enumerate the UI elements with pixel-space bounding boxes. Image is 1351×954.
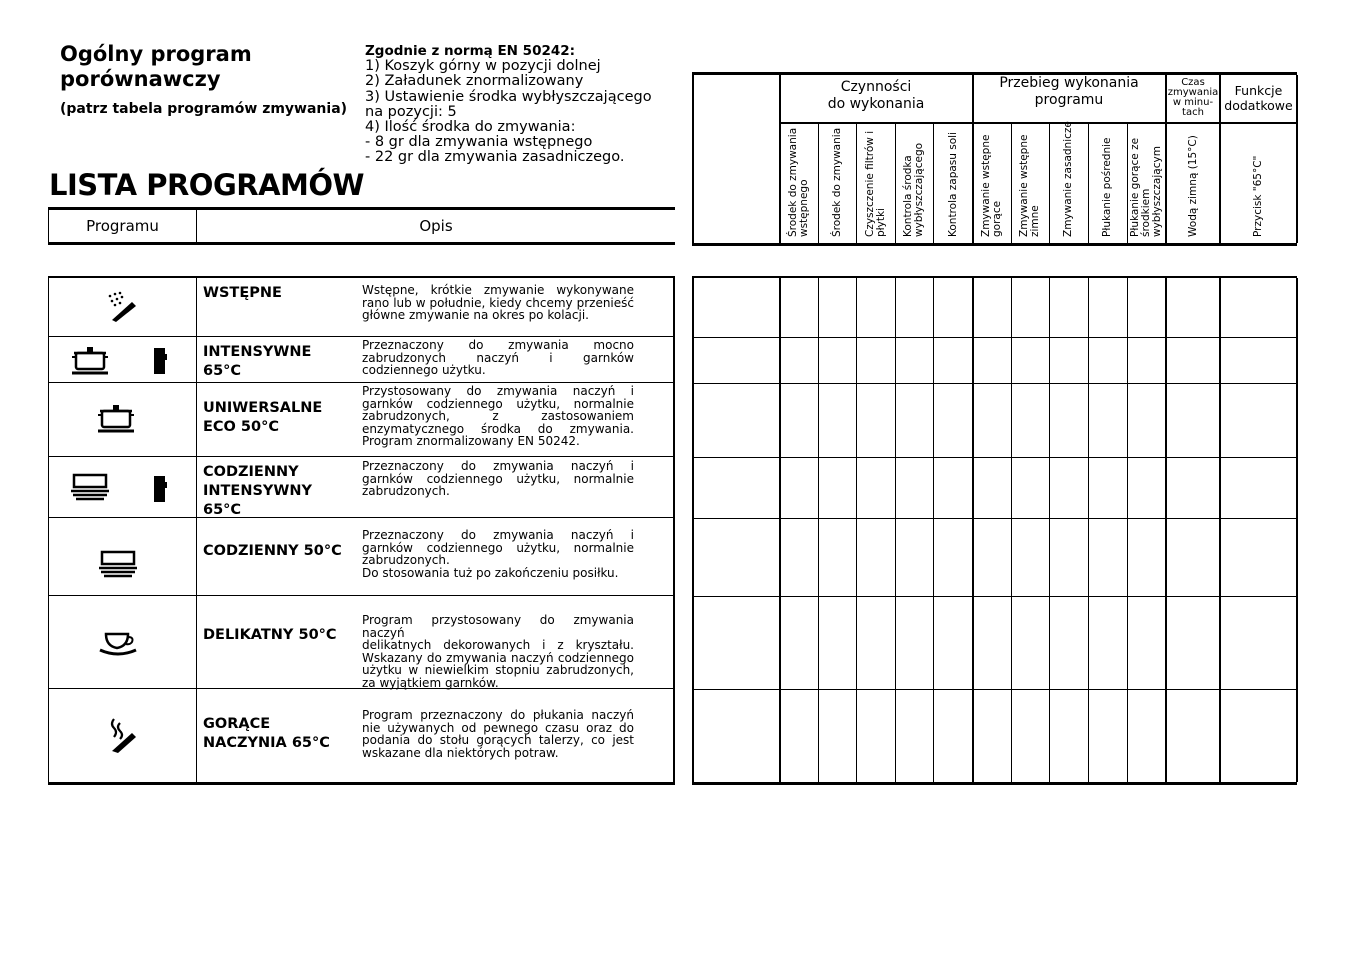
group-actions-label: do wykonania (827, 96, 925, 112)
program-row (48, 276, 675, 337)
program-table-header (48, 207, 675, 245)
program-name-line: GORĄCE (203, 716, 271, 732)
left-edge-line (692, 75, 694, 243)
description-line: zabrudzonych naczyń i garnków (362, 350, 634, 365)
program-name-line: ECO 50°C (203, 419, 279, 435)
column-divider (1088, 123, 1089, 243)
column-divider (1165, 75, 1167, 243)
pot-icon (94, 401, 138, 439)
program-name (203, 463, 353, 520)
column-label-line: Czyszczenie filtrów i (863, 130, 876, 237)
column-label (903, 143, 925, 237)
page-title: Ogólny program porównawczy (60, 42, 252, 91)
norm-notes (365, 44, 675, 166)
group-course-label: Przebieg wykonania (999, 75, 1139, 91)
list-title: LISTA PROGRAMÓW (49, 168, 365, 202)
column-divider (779, 75, 781, 243)
column-label-line: wybłyszczającego (913, 142, 925, 237)
grid-column-line (1088, 278, 1089, 782)
column-divider (818, 123, 819, 243)
grid-column-line (818, 278, 819, 782)
column-label (865, 131, 887, 237)
program-name-line: CODZIENNY 50°C (203, 543, 342, 559)
description-line: rano lub w południe, kiedy chcemy przenieść (362, 295, 634, 310)
program-row (48, 596, 675, 689)
grid-column-line (1127, 278, 1128, 782)
group-actions-label: Czynności (840, 79, 912, 95)
plates-icon (68, 471, 112, 505)
column-label-line: Przycisk "65°C" (1252, 155, 1264, 237)
description-line: Przeznaczony do zmywania mocno (362, 338, 634, 352)
column-label-line: Kontrola środka (902, 155, 914, 237)
matrix-header (692, 72, 1297, 246)
col-description: Opis (419, 217, 453, 235)
group-course-label: programu (1034, 92, 1104, 108)
group-time-label: tach (1182, 107, 1204, 118)
column-divider (1219, 75, 1221, 243)
column-label-line: Płukanie pośrednie (1101, 137, 1113, 237)
description-line: Program przystosowany do zmywania naczyń (362, 613, 634, 640)
description-line: Program znormalizowany EN 50242. (362, 434, 580, 448)
description-line: enzymatycznego środka do zmywania. (362, 421, 634, 436)
column-label-line: płytki (874, 208, 887, 237)
column-label-line: zimne (1029, 205, 1041, 237)
description-line: garnków codziennego użytku, normalnie (362, 540, 634, 555)
column-divider (895, 123, 896, 243)
col-program: Programu (49, 210, 197, 242)
description-line: podania do stołu gorących talerzy, co jest (362, 733, 634, 747)
column-label (788, 128, 810, 237)
pot-icon (68, 343, 112, 381)
description-line: Do stosowania tuż po zakończeniu posiłku. (362, 565, 619, 580)
grid-column-line (856, 278, 857, 782)
program-row (48, 383, 675, 457)
column-label-line: Płukanie gorące ze (1129, 137, 1141, 237)
program-description (362, 614, 634, 689)
group-time-label: zmywania (1167, 87, 1219, 98)
program-name (203, 343, 353, 381)
program-row (48, 337, 675, 383)
norm-line: 3) Ustawienie środka wybłyszczającego (365, 88, 652, 105)
program-description (362, 529, 634, 579)
column-label-line: Środek do zmywania (787, 127, 799, 237)
column-label-line: środkiem (1140, 188, 1152, 237)
program-name-line: DELIKATNY 50°C (203, 627, 337, 643)
program-name (203, 715, 353, 753)
column-label-line: Zmywanie zasadnicze (1062, 121, 1074, 237)
column-divider (1011, 123, 1012, 243)
grid-column-line (933, 278, 934, 782)
norm-line: 2) Załadunek znormalizowany (365, 73, 584, 90)
column-label (1130, 138, 1163, 237)
left-edge-line (692, 278, 694, 782)
hot-steam-icon (102, 715, 142, 759)
program-row (48, 518, 675, 596)
plates-icon (96, 548, 140, 582)
description-line: wskazane dla niektórych potraw. (362, 745, 559, 760)
norm-line: - 8 gr dla zmywania wstępnego (365, 134, 593, 151)
page-subtitle: (patrz tabela programów zmywania) (60, 101, 348, 117)
program-row (48, 457, 675, 518)
program-description (362, 385, 634, 448)
intensive-marker-icon (152, 474, 168, 508)
group-time-label: w minu- (1172, 97, 1214, 108)
description-line: garnków codziennego użytku, normalnie (362, 471, 634, 486)
column-label (1253, 156, 1264, 237)
column-label-line: Środek do zmywania (830, 127, 843, 237)
program-description (362, 460, 634, 498)
program-name (203, 284, 353, 303)
grid-column-line (1219, 278, 1221, 782)
description-line: garnków codziennego użytku, normalnie (362, 396, 634, 411)
program-name-line: UNIWERSALNE (203, 400, 323, 416)
description-line: zabrudzonych. (362, 553, 450, 567)
program-name-line: CODZIENNY (203, 464, 299, 480)
description-line: codziennego użytku. (362, 363, 486, 377)
grid-column-line (895, 278, 896, 782)
group-separator (780, 122, 1297, 124)
norm-heading: Zgodnie z normą EN 50242: (365, 43, 576, 59)
grid-column-line (1049, 278, 1050, 782)
description-line: użytku w niewielkim stopniu zabrudzonych, (362, 663, 634, 677)
group-extra-label: Funkcje (1234, 83, 1283, 98)
description-line: zabrudzonych. (362, 484, 450, 498)
norm-line: 4) Ilość środka do zmywania: (365, 119, 576, 136)
group-extra (1220, 83, 1297, 113)
program-name-line: NACZYNIA 65°C (203, 735, 330, 751)
program-name (203, 626, 353, 645)
column-divider (856, 123, 857, 243)
description-line: Przystosowany do zmywania naczyń i (362, 384, 634, 398)
norm-line: 1) Koszyk górny w pozycji dolnej (365, 58, 601, 75)
column-label-line: Kontrola zapasu soli (946, 132, 959, 237)
description-line: Przeznaczony do zmywania naczyń i (362, 459, 634, 473)
group-course (973, 75, 1165, 109)
program-name (203, 542, 353, 561)
grid-column-line (1296, 278, 1298, 782)
grid-column-line (972, 278, 974, 782)
grid-column-line (1165, 278, 1167, 782)
description-line: Przeznaczony do zmywania naczyń i (362, 528, 634, 542)
column-label-line: wybłyszczającym (1151, 146, 1163, 237)
description-line: główne zmywanie na okres po kolacji. (362, 308, 589, 322)
column-label (832, 128, 843, 237)
description-line: zabrudzonych, z zastosowaniem (362, 409, 634, 423)
grid-row-line (692, 337, 1297, 338)
column-label-line: Zmywanie wstępne (980, 134, 992, 237)
program-name (203, 399, 353, 437)
program-name-line: WSTĘPNE (203, 285, 282, 301)
column-divider (1127, 123, 1128, 243)
column-divider (972, 75, 974, 243)
description-line: nie używanych od pewnego czasu oraz do (362, 720, 634, 735)
column-divider (933, 123, 934, 243)
column-label (1188, 135, 1199, 237)
group-actions (780, 79, 972, 113)
group-time (1166, 78, 1220, 118)
column-label (1063, 121, 1074, 237)
grid-column-line (1011, 278, 1012, 782)
description-line: Wskazany do zmywania naczyń codziennego (362, 650, 634, 665)
description-line: za wyjątkiem garnków. (362, 675, 499, 690)
program-name-line: INTENSYWNE 65°C (203, 344, 312, 379)
column-label-line: Zmywanie wstępne (1018, 134, 1030, 237)
prewash-spray-icon (102, 290, 142, 328)
grid-row-line (692, 383, 1297, 384)
program-row (48, 689, 675, 785)
program-name-line: INTENSYWNY 65°C (203, 483, 313, 518)
column-label-line: gorące (991, 200, 1003, 237)
description-line: delikatnych dekorowanych i z kryształu. (362, 638, 634, 652)
column-divider (1296, 75, 1298, 243)
matrix-grid (692, 276, 1297, 785)
grid-row-line (692, 596, 1297, 597)
column-label-line: wstępnego (798, 179, 810, 237)
grid-row-line (692, 689, 1297, 690)
column-label-line: Wodą zimną (15°C) (1186, 135, 1199, 237)
column-label (948, 132, 959, 237)
column-label (1019, 135, 1041, 237)
program-description (362, 284, 634, 322)
grid-row-line (692, 518, 1297, 519)
column-divider (1049, 123, 1050, 243)
description-line: Program przeznaczony do płukania naczyń (362, 708, 634, 722)
program-description (362, 709, 634, 759)
program-description (362, 339, 634, 377)
grid-column-line (779, 278, 781, 782)
grid-row-line (692, 457, 1297, 458)
column-label (981, 135, 1003, 237)
group-time-label: Czas (1181, 77, 1205, 88)
norm-line: na pozycji: 5 (365, 103, 457, 120)
column-label (1102, 138, 1113, 237)
group-extra-label: dodatkowe (1224, 98, 1293, 113)
norm-line: - 22 gr dla zmywania zasadniczego. (365, 149, 625, 166)
cup-icon (96, 628, 140, 662)
description-line: Wstępne, krótkie zmywanie wykonywane (362, 283, 634, 297)
intensive-marker-icon (152, 346, 168, 380)
